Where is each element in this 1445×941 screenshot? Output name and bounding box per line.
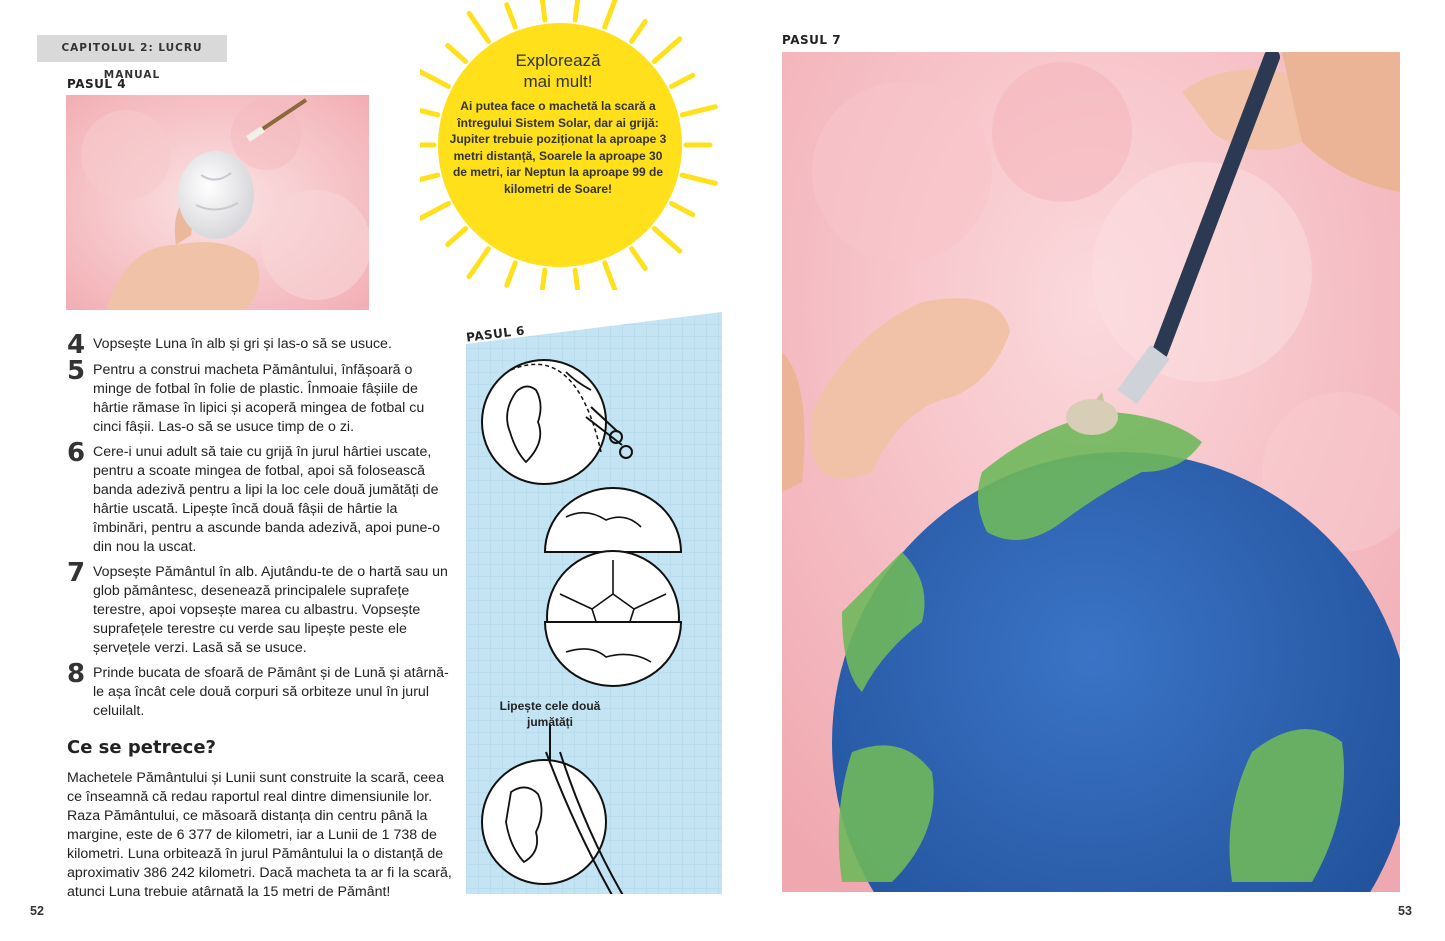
sun-ray: [469, 249, 488, 277]
step-5: [67, 356, 452, 437]
step4-photo: [66, 95, 369, 310]
sun-ray: [575, 270, 578, 290]
sun-ray: [469, 13, 488, 41]
step-text: Pentru a construi macheta Pământului, înfășoară o minge de fotbal în folie de plastic. Înmoaie fâșiile de hârtie rămase în lipici și acoperă mingea de fotbal cu cinci fâșii. Las-o să se usuce timp de o zi.: [93, 362, 425, 435]
sun-ray: [654, 229, 679, 252]
sun-ray: [420, 204, 448, 220]
sun-ray: [420, 109, 438, 115]
step-text: Cere-i unui adult să taie cu grijă în jurul hârtiei uscate, pentru a scoate mingea de fotbal, apoi să folosească banda adezivă pentru a lipi la loc cele două jumătăți de hârtie uscată. Lipește încă două fâșii de hârtie la îmbinări, pentru a ascunde banda adezivă, apoi pune-o din nou la uscat.: [93, 444, 441, 555]
step-4: [67, 330, 452, 360]
illustration-caption: [480, 698, 620, 730]
explore-more-title-1: Explorează: [515, 51, 601, 70]
step-7: [67, 558, 452, 658]
step-text: Vopsește Pământul în alb. Ajutându-te de o hartă sau un glob pământesc, desenează principalele suprafețe terestre, apoi vopsește marea cu albastru. Vopsește suprafețele terestre cu verde sau lipește peste ele șervețele verzi. Lasă să se usuce.: [93, 564, 448, 656]
step-number: 6: [67, 438, 86, 468]
step6-label: PASUL 6: [465, 323, 526, 345]
sun-ray: [541, 0, 545, 20]
step-number: 7: [67, 558, 86, 588]
sun-ray: [420, 175, 438, 181]
sun-ray: [672, 75, 693, 86]
step-text: Vopsește Luna în alb și gri și las-o să se usuce.: [93, 336, 392, 352]
section-heading: Ce se petrece?: [67, 737, 216, 758]
step4-label: PASUL 4: [67, 77, 127, 91]
step6-panel: [466, 312, 724, 894]
sun-ray: [682, 107, 715, 115]
sun-ray: [682, 175, 715, 183]
explore-more-box: [448, 50, 668, 197]
step-6: [67, 438, 452, 557]
step-number: 5: [67, 356, 86, 386]
step-number: 8: [67, 659, 86, 689]
explore-more-body: Ai putea face o machetă la scară a întregului Sistem Solar, dar ai grijă: Jupiter trebuie poziționat la aproape 3 metri distanță, Soarele la aproape 30 de metri, iar Neptun la aproape 99 de kilometri de Soare!: [449, 99, 667, 196]
page-number-left: 52: [30, 904, 44, 918]
sun-ray: [575, 0, 578, 20]
section-body: Machetele Pământului și Lunii sunt construite la scară, ceea ce înseamnă că redau raportul real dintre dimensiunile lor. Raza Pământului, ce măsoară distanța din centru până la margine, este de 6 377 de kilometri, iar a Lunii de 1 738 de kilometri. Luna orbitează în jurul Pământului la o distanță de aproximativ 386 242 kilometri. Dacă macheta ta ar fi la scară, atunci Luna trebuie atârnată la 15 metri de Pământ!: [67, 770, 452, 900]
step-text: Prinde bucata de sfoară de Pământ și de Lună și atârnă-le așa încât cele două corpuri să orbiteze unul în jurul celuilalt.: [93, 665, 449, 719]
chapter-tag: CAPITOLUL 2: LUCRU MANUAL: [37, 35, 227, 62]
sun-ray: [507, 263, 516, 285]
step-number: 4: [67, 330, 86, 360]
step7-photo: [782, 52, 1400, 892]
page-number-right: 53: [1398, 904, 1412, 918]
sun-ray: [541, 270, 545, 290]
step7-label: PASUL 7: [782, 33, 842, 47]
sun-ray: [632, 22, 646, 42]
sun-ray: [632, 249, 646, 269]
sun-ray: [672, 204, 693, 215]
explore-more-title-2: mai mult!: [523, 72, 593, 91]
caption-line-1: Lipește cele două: [499, 699, 601, 713]
sun-ray: [605, 0, 617, 27]
sun-ray: [420, 71, 448, 87]
sun-ray: [605, 263, 617, 290]
sun-ray: [448, 229, 466, 245]
caption-line-2: jumătăți: [526, 715, 573, 729]
step-8: [67, 659, 452, 721]
sun-ray: [507, 5, 516, 27]
